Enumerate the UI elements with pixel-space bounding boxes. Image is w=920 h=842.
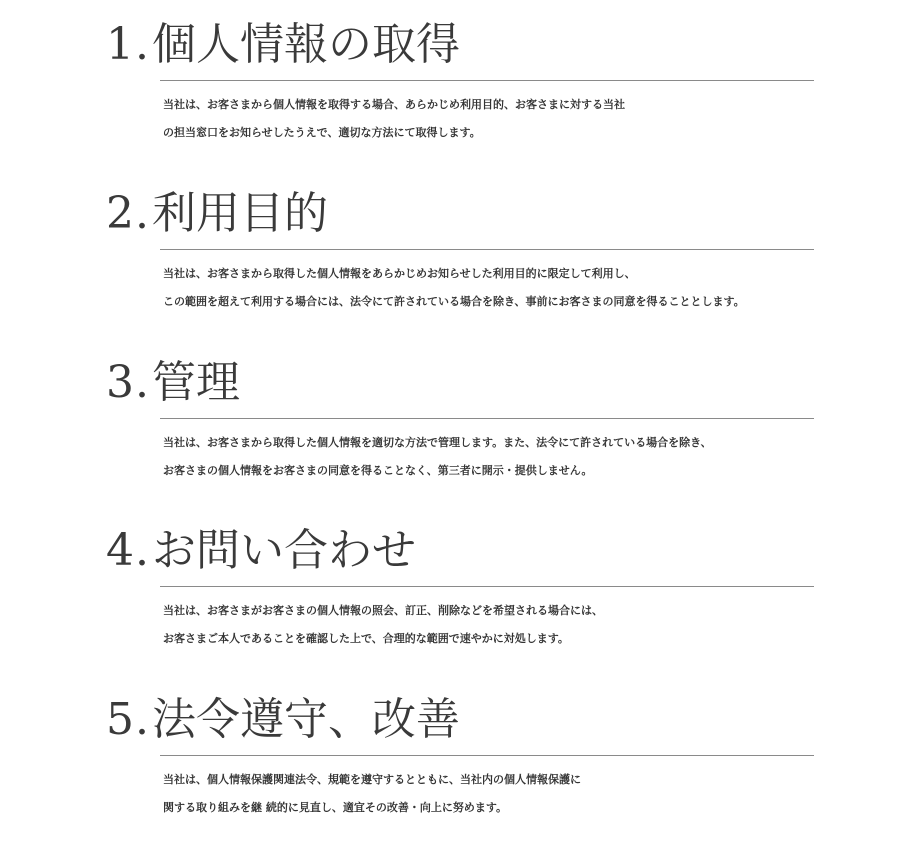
section-body xyxy=(163,597,863,653)
section-divider xyxy=(160,418,814,419)
section-title: 法令遵守、改善 xyxy=(151,694,460,745)
section-title: お問い合わせ xyxy=(151,525,416,576)
body-line: 当社は、お客さまから取得した個人情報をあらかじめお知らせした利用目的に限定して利用し、 xyxy=(163,267,636,280)
section-title: 個人情報の取得 xyxy=(151,19,460,70)
section-number: 1. xyxy=(106,19,150,70)
section-heading xyxy=(106,16,460,74)
body-line: お客さまご本人であることを確認した上で、合理的な範囲で速やかに対処します。 xyxy=(163,632,569,645)
section-divider xyxy=(160,249,814,250)
section-heading xyxy=(106,354,240,412)
section-number: 5. xyxy=(106,694,150,745)
section-heading xyxy=(106,185,328,243)
body-line: 当社は、お客さまから個人情報を取得する場合、あらかじめ利用目的、お客さまに対する当社 xyxy=(163,98,625,111)
section-number: 3. xyxy=(106,357,150,408)
section-body xyxy=(163,429,863,485)
section-heading xyxy=(106,522,416,580)
section-body xyxy=(163,766,863,822)
body-line: この範囲を超えて利用する場合には、法令にて許されている場合を除き、事前にお客さまの同意を得ることとします。 xyxy=(163,295,745,308)
section-divider xyxy=(160,586,814,587)
section-body xyxy=(163,91,863,147)
body-line: お客さまの個人情報をお客さまの同意を得ることなく、第三者に開示・提供しません。 xyxy=(163,464,593,477)
section-title: 利用目的 xyxy=(151,188,328,239)
body-line: の担当窓口をお知らせしたうえで、適切な方法にて取得します。 xyxy=(163,126,481,139)
section-number: 4. xyxy=(106,525,150,576)
body-line: 当社は、お客さまから取得した個人情報を適切な方法で管理します。また、法令にて許されている場合を除き、 xyxy=(163,436,712,449)
section-title: 管理 xyxy=(151,357,240,408)
body-line: 当社は、個人情報保護関連法令、規範を遵守するとともに、当社内の個人情報保護に xyxy=(163,773,581,786)
body-line: 当社は、お客さまがお客さまの個人情報の照会、訂正、削除などを希望される場合には、 xyxy=(163,604,603,617)
body-line: 関する取り組みを継 続的に見直し、適宜その改善・向上に努めます。 xyxy=(163,801,507,814)
section-divider xyxy=(160,80,814,81)
section-number: 2. xyxy=(106,188,150,239)
section-heading xyxy=(106,691,460,749)
section-divider xyxy=(160,755,814,756)
section-body xyxy=(163,260,863,316)
